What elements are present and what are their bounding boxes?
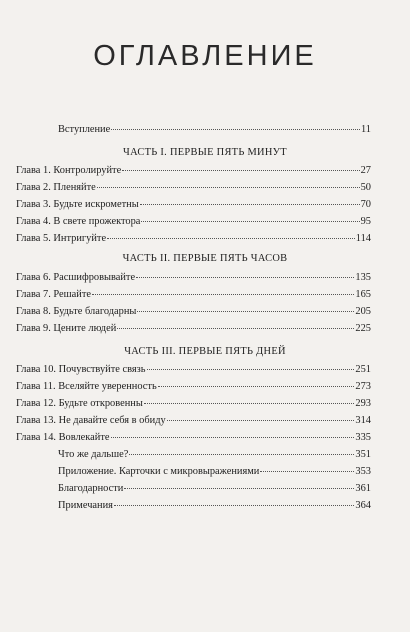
toc-entry-label: Глава 13. Не давайте себя в обиду (16, 415, 166, 426)
toc-entry-label: Глава 6. Расшифровывайте (16, 272, 136, 283)
dot-leader (147, 369, 355, 370)
toc-entry-label: Глава 14. Вовлекайте (16, 432, 110, 443)
toc-entry-label: Что же дальше? (58, 449, 129, 460)
toc-entry-label: Глава 5. Интригуйте (16, 233, 107, 244)
toc-entry-intro (58, 124, 371, 136)
toc-entry-page: 205 (355, 306, 371, 317)
toc-entry-notes (58, 500, 371, 512)
dot-leader (107, 238, 355, 239)
dot-leader (140, 204, 360, 205)
toc-entry-page: 165 (355, 289, 371, 300)
toc-entry-label: Глава 8. Будьте благодарны (16, 306, 137, 317)
toc-entry-label: Глава 9. Цените людей (16, 323, 117, 334)
toc-entry-chapter-6 (16, 272, 371, 284)
toc-entry-label: Глава 12. Будьте откровенны (16, 398, 143, 409)
toc-entry-label: Вступление (58, 124, 111, 135)
toc-entry-chapter-14 (16, 432, 371, 444)
dot-leader (136, 277, 354, 278)
toc-entry-page: 70 (360, 199, 371, 210)
toc-entry-page: 135 (355, 272, 371, 283)
toc-entry-chapter-10 (16, 364, 371, 376)
toc-entry-chapter-9 (16, 323, 371, 335)
dot-leader (129, 454, 354, 455)
toc-entry-chapter-3 (16, 199, 371, 211)
toc-entry-afterword (58, 449, 371, 461)
toc-entry-chapter-7 (16, 289, 371, 301)
toc-entry-page: 361 (355, 483, 371, 494)
toc-entry-page: 27 (360, 165, 371, 176)
toc-entry-page: 293 (355, 398, 371, 409)
toc-entry-chapter-13 (16, 415, 371, 427)
part-heading-2: ЧАСТЬ II. ПЕРВЫЕ ПЯТЬ ЧАСОВ (122, 253, 288, 264)
dot-leader (111, 129, 360, 130)
toc-entry-acknowledgements (58, 483, 371, 495)
part-heading-1: ЧАСТЬ I. ПЕРВЫЕ ПЯТЬ МИНУТ (123, 147, 287, 158)
part-heading-3: ЧАСТЬ III. ПЕРВЫЕ ПЯТЬ ДНЕЙ (124, 346, 286, 357)
toc-entry-page: 114 (355, 233, 371, 244)
toc-entry-chapter-4 (16, 216, 371, 228)
toc-entry-chapter-1 (16, 165, 371, 177)
toc-entry-label: Примечания (58, 500, 113, 511)
toc-entry-page: 314 (355, 415, 371, 426)
dot-leader (158, 386, 355, 387)
toc-entry-page: 225 (355, 323, 371, 334)
toc-entry-page: 273 (355, 381, 371, 392)
toc-entry-appendix (58, 466, 371, 478)
dot-leader (92, 294, 354, 295)
dot-leader (97, 187, 360, 188)
dot-leader (141, 221, 359, 222)
toc-entry-chapter-12 (16, 398, 371, 410)
dot-leader (124, 488, 354, 489)
toc-entry-page: 351 (355, 449, 371, 460)
toc-entry-page: 50 (360, 182, 371, 193)
toc-entry-label: Глава 4. В свете прожектора (16, 216, 141, 227)
toc-entry-chapter-8 (16, 306, 371, 318)
toc-entry-page: 11 (360, 124, 371, 135)
dot-leader (144, 403, 355, 404)
dot-leader (260, 471, 354, 472)
toc-entry-chapter-5 (16, 233, 371, 245)
toc-entry-label: Глава 3. Будьте искрометны (16, 199, 139, 210)
toc-entry-page: 335 (355, 432, 371, 443)
dot-leader (117, 328, 354, 329)
dot-leader (111, 437, 355, 438)
toc-entry-chapter-2 (16, 182, 371, 194)
toc-entry-chapter-11 (16, 381, 371, 393)
toc-entry-page: 251 (355, 364, 371, 375)
toc-entry-label: Приложение. Карточки с микровыражениями (58, 466, 260, 477)
dot-leader (122, 170, 359, 171)
toc-entry-page: 95 (360, 216, 371, 227)
toc-entry-label: Глава 10. Почувствуйте связь (16, 364, 146, 375)
dot-leader (137, 311, 354, 312)
toc-entry-page: 364 (355, 500, 371, 511)
dot-leader (167, 420, 355, 421)
toc-entry-label: Благодарности (58, 483, 124, 494)
toc-entry-label: Глава 11. Вселяйте уверенность (16, 381, 157, 392)
toc-entry-page: 353 (355, 466, 371, 477)
page-title: ОГЛАВЛЕНИЕ (93, 40, 317, 72)
toc-entry-label: Глава 7. Решайте (16, 289, 91, 300)
toc-entry-label: Глава 2. Пленяйте (16, 182, 96, 193)
toc-entry-label: Глава 1. Контролируйте (16, 165, 122, 176)
dot-leader (114, 505, 354, 506)
